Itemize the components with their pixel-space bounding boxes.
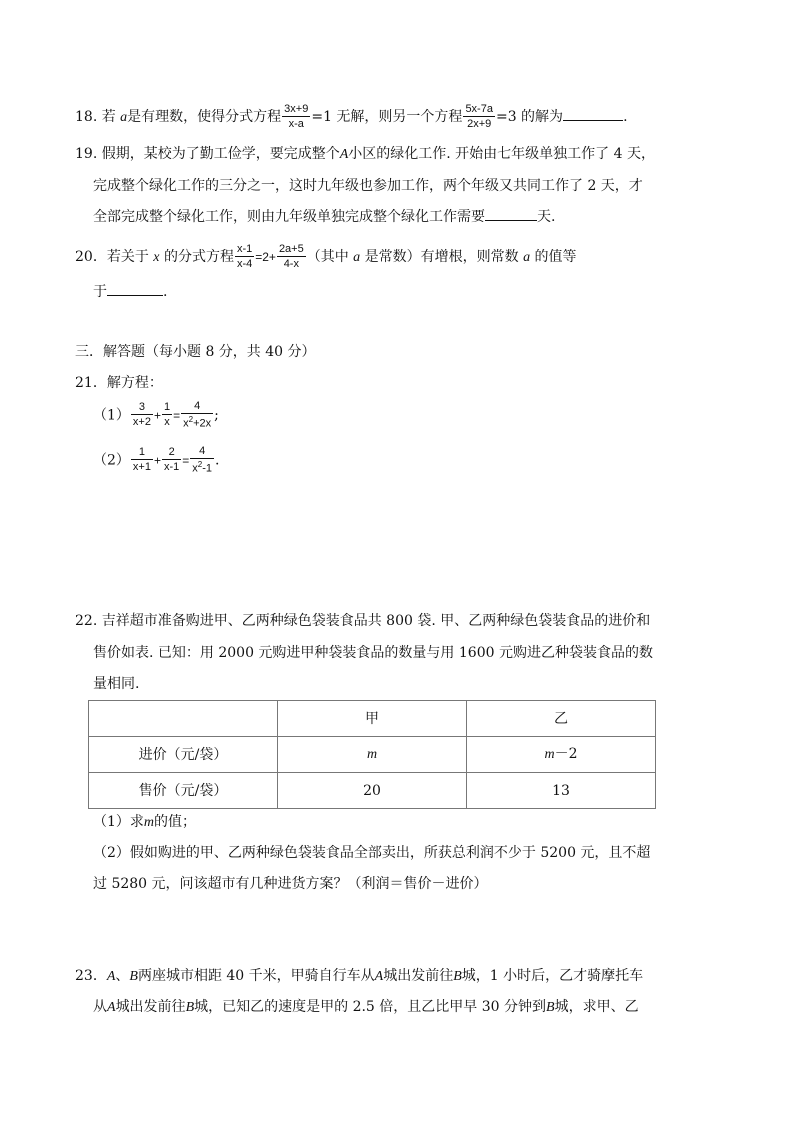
question-20-line-1: [75, 244, 577, 270]
q19-text-4: 天.: [537, 209, 556, 225]
q22-s1-var-m: m: [143, 815, 155, 830]
q20-number: 20．: [75, 249, 107, 265]
q21-p2-c-den-rest: -1: [202, 462, 213, 475]
q20-var-a-2: a: [523, 250, 531, 265]
q21-p1-a-num: 3: [131, 402, 153, 415]
q21-p2-c-den-exp: 2: [197, 460, 203, 469]
q20-f1-numerator: x-1: [236, 243, 253, 255]
q23-var-B: B: [453, 969, 462, 984]
q21-p2-b-den: x-1: [163, 461, 180, 474]
q18-f2-denominator: 2x+9: [467, 118, 492, 130]
q20-text-2: 的分式方程: [163, 249, 234, 265]
q21-p1-end: ;: [214, 407, 219, 424]
q20-fraction-1: [235, 244, 254, 270]
q18-text-1: 若: [101, 109, 116, 125]
q19-text-3: 全部完成整个绿化工作，则由九年级单独完成整个绿化工作需要: [93, 209, 485, 225]
q21-p2-plus: +: [153, 453, 161, 468]
q18-f2-numerator: 5x-7a: [465, 103, 493, 115]
table-header-cell: [89, 701, 278, 737]
q23-text-6: 城出发前往: [115, 999, 186, 1015]
q23-text-8: 城，求甲、乙: [554, 999, 639, 1015]
table-row: [89, 737, 656, 773]
question-23-line-2: [93, 1000, 639, 1015]
q20-answer-blank: [107, 283, 163, 296]
table-cell: 20: [278, 773, 467, 809]
q20-var-a: a: [353, 250, 361, 265]
q21-p2-equals: =: [182, 453, 190, 468]
q21-p2-a-num: 1: [131, 447, 153, 460]
q18-var-a: a: [120, 110, 128, 125]
question-22-line-2: 售价如表. 已知：用 2000 元购进甲种袋装食品的数量与用 1600 元购进乙种袋装食品的数: [93, 645, 653, 661]
q21-p1-c-num: 4: [181, 401, 213, 414]
q18-f1-denominator: x-a: [288, 118, 304, 130]
table-cell: 进价（元/袋）: [89, 737, 278, 773]
q20-text-3: =2+: [255, 250, 276, 264]
q21-p2-a-den: x+1: [132, 461, 151, 474]
q20-text-8: .: [163, 284, 168, 300]
q18-fraction-2: [463, 104, 495, 130]
q21-p2-label: （2）: [93, 452, 130, 469]
q23-var-B: B: [185, 1000, 195, 1015]
table-cell-rest: －2: [554, 746, 578, 762]
q21-p1-frac-a: [131, 402, 153, 428]
q18-text-2: 是有理数，使得分式方程: [127, 109, 282, 125]
q23-var-A: A: [106, 969, 116, 984]
q23-var-A: A: [107, 1000, 116, 1015]
section-3-heading: 三．解答题（每小题 8 分，共 40 分）: [75, 344, 316, 360]
q21-p2-c-num: 4: [190, 446, 214, 459]
q21-part-2: [93, 446, 219, 475]
table-var-m: m: [366, 747, 378, 762]
q21-p1-plus: +: [153, 408, 161, 423]
q22-subquestion-2-line-1: （2）假如购进的甲、乙两种绿色袋装食品全部卖出，所获总利润不少于 5200 元，且不超: [93, 845, 651, 861]
q23-text-3: 城出发前往: [383, 968, 454, 984]
q23-var-B: B: [546, 1000, 555, 1015]
q23-text-2: 两座城市相距 40 千米，甲骑自行车从: [137, 968, 375, 984]
table-cell: 13: [467, 773, 656, 809]
q18-text-4: =3 的解为: [495, 109, 564, 125]
q20-text-5: 是常数）有增根，则常数: [364, 249, 519, 265]
table-row: [89, 701, 656, 737]
q21-p1-b-den: x: [164, 416, 170, 429]
q23-text-5: 从: [93, 999, 107, 1015]
q23-text-7: 城，已知乙的速度是甲的 2.5 倍，且乙比甲早 30 分钟到: [194, 999, 547, 1015]
price-table: [88, 700, 656, 809]
q21-p1-c-den-exp: 2: [188, 415, 194, 424]
q23-number: 23．: [75, 968, 107, 984]
q21-p1-frac-c: [181, 401, 213, 430]
q21-p2-b-num: 2: [162, 447, 181, 460]
question-21-title: 21．解方程：: [75, 375, 163, 391]
table-header-cell: 乙: [467, 701, 656, 737]
q18-text-5: .: [623, 109, 628, 125]
q21-p2-frac-b: [162, 447, 181, 473]
q19-var-A: A: [339, 147, 349, 162]
q20-f2-numerator: 2a+5: [278, 243, 304, 255]
q21-p1-c-den-base: x: [183, 417, 189, 430]
q20-f1-denominator: x-4: [236, 258, 253, 270]
q23-var-B: B: [129, 969, 138, 984]
q21-p1-c-den: [181, 414, 213, 430]
q19-text-2: 小区的绿化工作. 开始由七年级单独工作了 4 天，: [348, 146, 655, 162]
q20-fraction-2: [277, 244, 306, 270]
question-19-line-1: [75, 147, 655, 162]
q21-p2-end: .: [215, 452, 220, 469]
q21-p1-label: （1）: [93, 407, 130, 424]
q21-p2-frac-a: [131, 447, 153, 473]
q21-p1-a-den: x+2: [132, 416, 151, 429]
q20-text-7: 于: [93, 284, 107, 300]
table-row: [89, 773, 656, 809]
q21-p1-equals: =: [173, 408, 181, 423]
q18-number: 18.: [75, 109, 98, 125]
q20-f2-denominator: 4-x: [283, 258, 299, 270]
table-header-cell: 甲: [278, 701, 467, 737]
q18-text-3: =1 无解，则另一个方程: [311, 109, 463, 125]
q22-s1-text-2: 的值；: [154, 814, 197, 830]
q19-text-1: 19. 假期，某校为了勤工俭学，要完成整个: [75, 146, 340, 162]
table-cell: 售价（元/袋）: [89, 773, 278, 809]
q20-var-x: x: [153, 250, 160, 265]
q23-var-A: A: [374, 969, 384, 984]
q23-text-1: 、: [115, 968, 130, 984]
q22-subquestion-1: [93, 815, 196, 830]
q18-fraction-1: [282, 104, 310, 130]
q19-answer-blank: [485, 208, 537, 221]
table-var-m: m: [544, 747, 555, 762]
table-cell: [467, 737, 656, 773]
question-20-line-2: [93, 283, 167, 299]
question-22-line-3: 量相同.: [93, 676, 140, 692]
table-cell: [278, 737, 467, 773]
question-18: [75, 104, 628, 130]
q22-s1-text-1: （1）求: [93, 814, 144, 830]
q21-p1-frac-b: [162, 402, 172, 428]
q21-p2-frac-c: [190, 446, 214, 475]
q21-p1-b-num: 1: [163, 401, 171, 414]
q22-subquestion-2-line-2: 过 5280 元，问该超市有几种进货方案？（利润＝售价－进价）: [93, 876, 488, 892]
q21-part-1: [93, 401, 219, 430]
question-23-line-1: [75, 969, 643, 984]
q18-f1-numerator: 3x+9: [284, 103, 309, 115]
q20-text-6: 的值等: [534, 249, 577, 265]
q20-text-1: 若关于: [106, 249, 149, 265]
q20-text-4: （其中: [306, 249, 349, 265]
q21-p1-c-den-rest: +2x: [193, 417, 212, 430]
q18-answer-blank: [563, 108, 623, 121]
q23-text-4: 城，1 小时后，乙才骑摩托车: [461, 968, 644, 984]
q21-p2-c-den: [190, 459, 214, 475]
q21-p2-c-den-base: x: [192, 462, 198, 475]
question-19-line-2: 完成整个绿化工作的三分之一，这时九年级也参加工作，两个年级又共同工作了 2 天，才: [93, 178, 643, 194]
question-22-line-1: 22. 吉祥超市准备购进甲、乙两种绿色袋装食品共 800 袋. 甲、乙两种绿色袋装食品的进价和: [75, 613, 651, 629]
question-19-line-3: [93, 208, 555, 224]
